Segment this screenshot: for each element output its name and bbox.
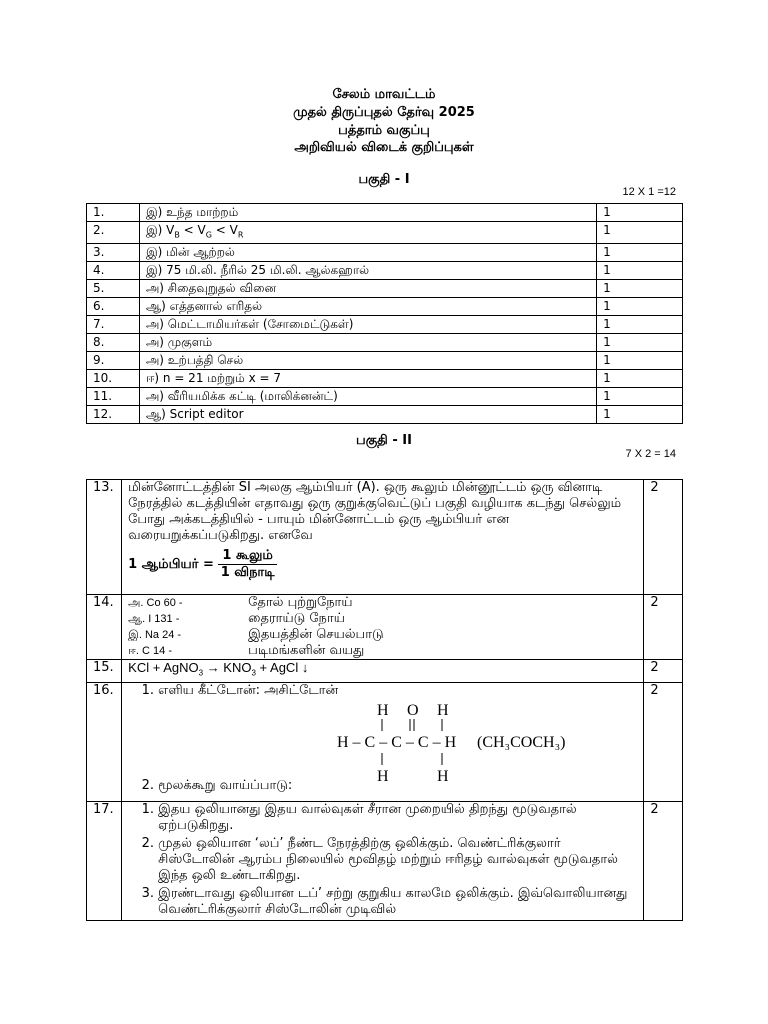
answer-text: ஆ) Script editor — [139, 406, 596, 424]
question-13-answer — [122, 480, 644, 595]
subject-title: அறிவியல் விடைக் குறிப்புகள் — [294, 140, 474, 155]
answer-row — [87, 352, 683, 370]
answer-row — [87, 298, 683, 316]
mark: 1 — [597, 406, 683, 424]
atom-h: H — [377, 767, 389, 785]
option-label: இ) — [145, 223, 163, 237]
atom-h: H — [437, 767, 449, 785]
answer-row — [87, 204, 683, 222]
answer-text: ஆ) எத்தனால் எரிதல் — [139, 298, 596, 316]
answer-row — [87, 280, 683, 298]
question-14-row — [87, 595, 683, 660]
acetone-chain: H – C – C – C – H — [337, 733, 457, 751]
mark: 1 — [597, 204, 683, 222]
question-17-answer — [122, 801, 644, 920]
answer-row — [87, 406, 683, 424]
formula-lhs: 1 ஆம்பியர் = — [128, 557, 214, 572]
district-title: சேலம் மாவட்டம் — [332, 87, 436, 102]
mark: 1 — [597, 352, 683, 370]
answer-row — [87, 334, 683, 352]
question-number: 6. — [87, 298, 140, 316]
question-number: 17. — [87, 801, 122, 920]
mark: 1 — [597, 370, 683, 388]
mark: 1 — [597, 316, 683, 334]
question-number: 9. — [87, 352, 140, 370]
formula-denominator: 1 விநாடி — [220, 565, 275, 580]
question-number: 11. — [87, 388, 140, 406]
isotope-use: இதயத்தின் செயல்பாடு — [248, 627, 384, 642]
isotope: ஆ. I 131 - — [128, 613, 180, 625]
isotope-line — [128, 595, 637, 611]
answer-row — [87, 262, 683, 280]
q13-text: மின்னோட்டத்தின் SI அலகு ஆம்பியர் (A). ஒரு கூலும் மின்னூட்டம் ஒரு வினாடி நேரத்தில் கடத்தியின் எதாவது ஒரு குறுக்குவெட்டுப் பகுதி வழியாக கடந்து செல்லும் போது அக்கடத்தியில் - பாயும் மின்னோட்டம் ஒரு ஆம்பியர் என வரையறுக்கப்படுகிறது. எனவே — [128, 480, 622, 543]
mark: 1 — [597, 280, 683, 298]
mark: 2 — [644, 801, 683, 920]
answer-row — [87, 388, 683, 406]
q17-item: 2. முதல் ஒலியான ‘லப்’ நீண்ட நேரத்திற்கு ஒலிக்கும். வெண்ட்ரிக்குலார் சிஸ்டோலின் ஆரம்ப நிலையில் மூவிதழ் மற்றும் ஈரிதழ் வால்வுகள் மூடுவதால் இந்த ஒலி உண்டாகிறது. — [158, 836, 637, 884]
isotope-line — [128, 643, 637, 659]
q16-item-2: 2. மூலக்கூறு வாய்ப்பாடு: — [158, 778, 292, 794]
mark: 2 — [644, 660, 683, 683]
answer-row — [87, 316, 683, 334]
atom-h: H — [437, 701, 449, 719]
isotope: இ. Na 24 - — [128, 629, 182, 641]
ampere-formula — [128, 548, 637, 581]
isotope-use: தைராய்டு நோய் — [248, 611, 345, 626]
question-number: 12. — [87, 406, 140, 424]
mark: 2 — [644, 480, 683, 595]
question-number: 14. — [87, 595, 122, 660]
isotope-use: படிமங்களின் வயது — [248, 643, 365, 658]
question-number: 16. — [87, 682, 122, 801]
atom-h: H — [377, 701, 389, 719]
question-number: 1. — [87, 204, 140, 222]
acetone-structure — [337, 701, 587, 787]
mark: 1 — [597, 298, 683, 316]
question-number: 2. — [87, 222, 140, 244]
question-16-answer — [122, 682, 644, 801]
isotope-line — [128, 611, 637, 627]
answer-text: அ) மெட்டாமியர்கள் (சோமைட்டுகள்) — [139, 316, 596, 334]
answer-row — [87, 244, 683, 262]
answer-text: அ) சிதைவுறுதல் வினை — [139, 280, 596, 298]
q17-item: 3. இரண்டாவது ஒலியான டப்’ சற்று குறுகிய காலமே ஒலிக்கும். இவ்வொலியானது வெண்ட்ரிக்குலார் சிஸ்டோலின் முடிவில் — [158, 886, 637, 918]
part1-marks: 12 X 1 =12 — [622, 186, 676, 198]
question-number: 8. — [87, 334, 140, 352]
answer-text: இ) மின் ஆற்றல் — [139, 244, 596, 262]
isotope: அ. Co 60 - — [128, 597, 183, 609]
isotope: ஈ. C 14 - — [128, 645, 172, 657]
mark: 2 — [644, 682, 683, 801]
answer-text: இ) $V_B < V_G < V_R$ — [139, 222, 596, 244]
formula-numerator: 1 கூலும் — [218, 548, 276, 565]
mark: 1 — [597, 244, 683, 262]
mark: 1 — [597, 262, 683, 280]
answer-text: அ) முகுளம் — [139, 334, 596, 352]
answer-row — [87, 370, 683, 388]
q15-equation: KCl + AgNO$_3$ → $KNO_3$ + AgCl ↓ — [122, 660, 644, 683]
question-16-row — [87, 682, 683, 801]
isotope-use: தோல் புற்றுநோய் — [248, 595, 353, 610]
formula-note: (CH₃COCH₃) — [477, 733, 566, 751]
question-number: 5. — [87, 280, 140, 298]
question-15-row — [87, 660, 683, 683]
formula-fraction — [218, 548, 276, 581]
question-13-row — [87, 480, 683, 595]
answer-text: அ) உற்பத்தி செல் — [139, 352, 596, 370]
answer-text: அ) வீரியமிக்க கட்டி (மாலிக்னன்ட்) — [139, 388, 596, 406]
question-number: 4. — [87, 262, 140, 280]
q16-item-1: 1. எளிய கீட்டோன்: அசிட்டோன் — [158, 683, 637, 699]
atom-o: O — [407, 701, 419, 719]
question-number: 7. — [87, 316, 140, 334]
class-title: பத்தாம் வகுப்பு — [338, 123, 430, 138]
part1-title: பகுதி - I — [358, 172, 410, 187]
answer-text: இ) உந்த மாற்றம் — [139, 204, 596, 222]
part2-title: பகுதி - II — [356, 433, 412, 448]
mark: 1 — [597, 388, 683, 406]
question-number: 10. — [87, 370, 140, 388]
isotope-line — [128, 627, 637, 643]
mark: 1 — [597, 222, 683, 244]
answer-text: இ) 75 மி.லி. நீரில் 25 மி.லி. ஆல்கஹால் — [139, 262, 596, 280]
part2-marks: 7 X 2 = 14 — [625, 448, 676, 460]
question-14-answer — [122, 595, 644, 660]
exam-title: முதல் திருப்புதல் தேர்வு 2025 — [293, 105, 475, 120]
question-number: 13. — [87, 480, 122, 595]
question-17-row — [87, 801, 683, 920]
mark: 1 — [597, 334, 683, 352]
part2-table — [86, 479, 683, 921]
question-number: 3. — [87, 244, 140, 262]
mark: 2 — [644, 595, 683, 660]
answer-text: ஈ) n = 21 மற்றும் x = 7 — [139, 370, 596, 388]
question-number: 15. — [87, 660, 122, 683]
q17-item: 1. இதய ஒலியானது இதய வால்வுகள் சீரான முறையில் திறந்து மூடுவதால் ஏற்படுகிறது. — [158, 802, 637, 834]
answer-row — [87, 222, 683, 244]
part1-table — [86, 203, 683, 424]
